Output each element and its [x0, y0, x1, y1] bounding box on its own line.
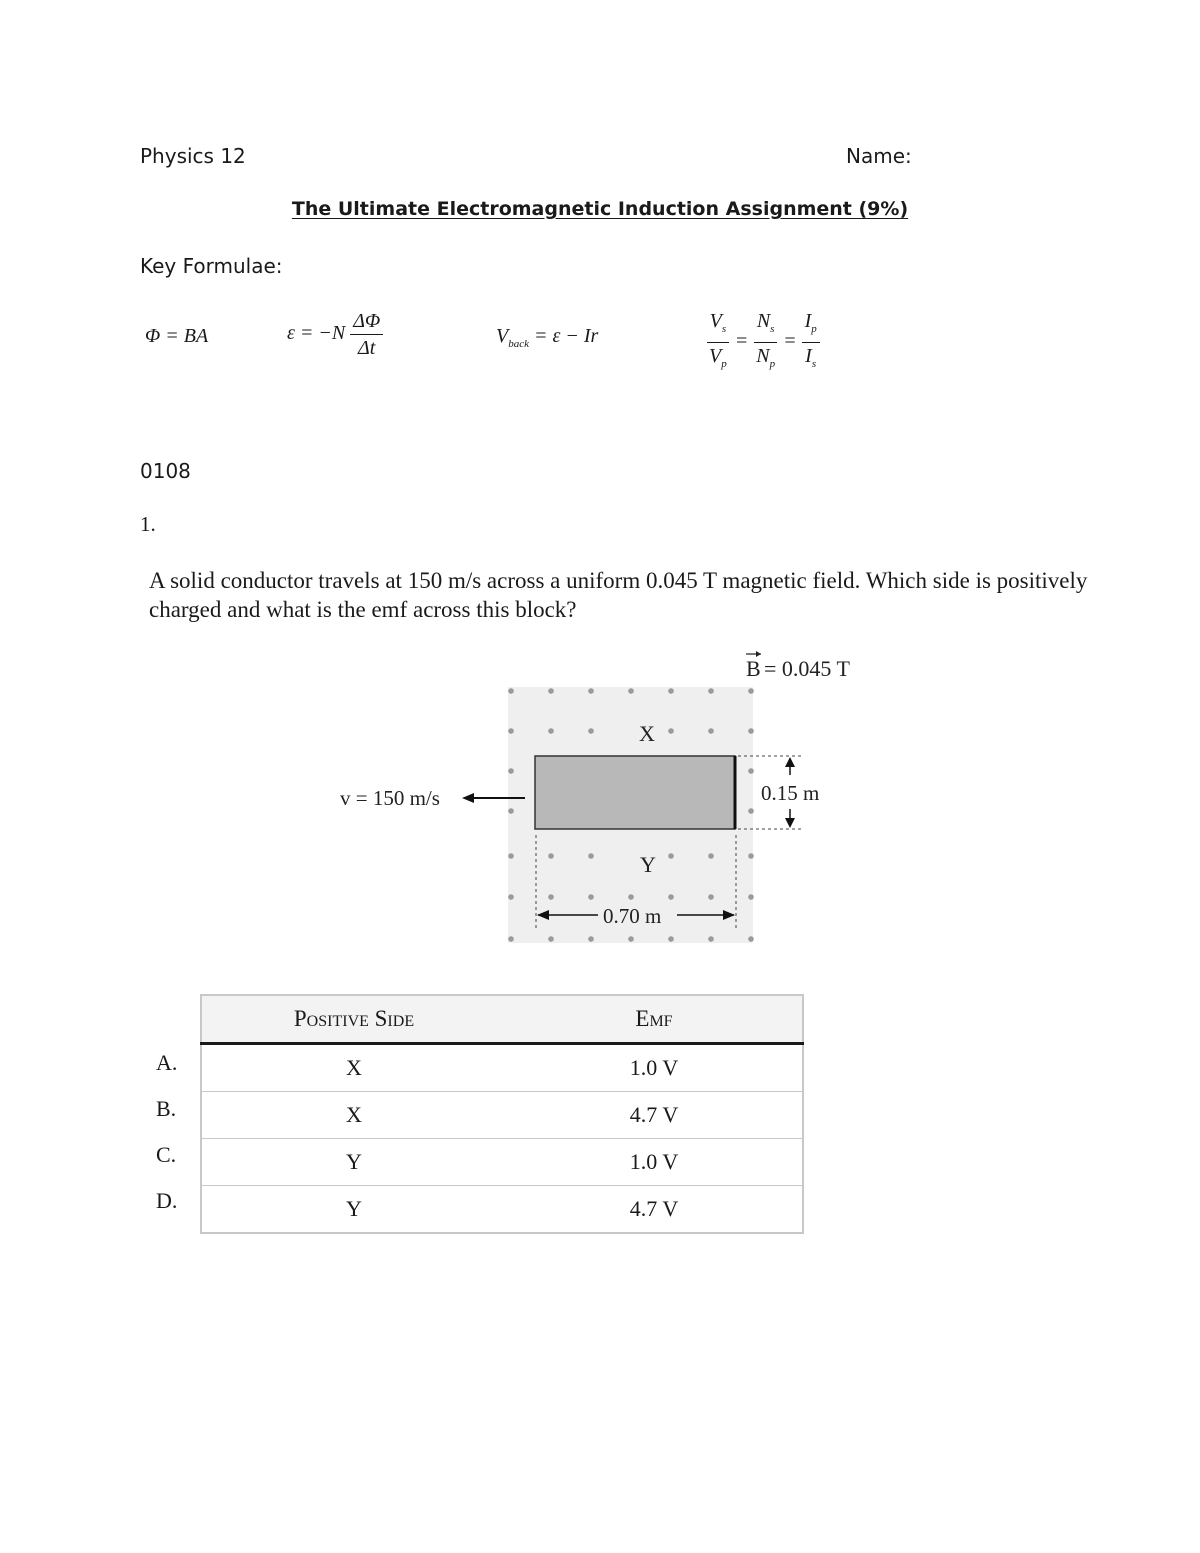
table-row — [201, 1044, 803, 1092]
table-header-row — [201, 995, 803, 1044]
field-dot — [748, 808, 754, 814]
question-text: A solid conductor travels at 150 m/s across a uniform 0.045 T magnetic field. Which side is positively charged and what is the emf across this block? — [149, 568, 1088, 622]
field-dot — [628, 936, 634, 942]
width-label: 0.70 m — [603, 904, 662, 928]
field-dot — [508, 688, 514, 694]
field-dot — [508, 853, 514, 859]
field-dot — [668, 853, 674, 859]
row-b-emf: 4.7 V — [506, 1092, 803, 1139]
field-dot — [668, 688, 674, 694]
conductor-block — [535, 756, 735, 829]
field-dot — [748, 936, 754, 942]
field-dot — [508, 894, 514, 900]
field-dot — [548, 688, 554, 694]
row-c-emf: 1.0 V — [506, 1139, 803, 1186]
field-dot — [588, 853, 594, 859]
field-dot — [748, 894, 754, 900]
side-y-label: Y — [640, 852, 656, 877]
field-dot — [708, 853, 714, 859]
field-dot — [628, 894, 634, 900]
row-a-side: X — [201, 1044, 506, 1092]
velocity-arrow-head — [462, 793, 474, 803]
height-arrowhead-up — [785, 757, 795, 767]
option-letter-b: B. — [156, 1096, 177, 1121]
formula-transformer: $\frac{V_s}{V_p}$ = $\frac{N_s}{N_p}$ = $\frac{I_p}{I_s}$ — [706, 310, 820, 375]
header-positive-side: Positive Side — [201, 995, 506, 1044]
field-dot — [748, 768, 754, 774]
field-dot — [508, 808, 514, 814]
field-dot — [508, 768, 514, 774]
field-dot — [748, 853, 754, 859]
field-dot — [588, 728, 594, 734]
field-dot — [668, 936, 674, 942]
field-dot — [748, 688, 754, 694]
course-name: Physics 12 — [140, 144, 246, 168]
option-letter-d: D. — [156, 1188, 178, 1213]
field-dot — [628, 688, 634, 694]
height-arrowhead-down — [785, 818, 795, 828]
field-dot — [588, 894, 594, 900]
height-label: 0.15 m — [761, 781, 820, 805]
field-dot — [548, 728, 554, 734]
name-label: Name: — [846, 144, 912, 168]
field-dot — [508, 728, 514, 734]
field-dot — [548, 894, 554, 900]
field-dot — [708, 936, 714, 942]
question-code: 0108 — [140, 459, 191, 483]
field-dot — [548, 853, 554, 859]
field-dot — [668, 728, 674, 734]
field-dot — [588, 688, 594, 694]
formula-flux: Φ = BA — [145, 325, 209, 347]
table-row — [201, 1186, 803, 1234]
field-dot — [508, 936, 514, 942]
header-emf: Emf — [506, 995, 803, 1044]
side-x-label: X — [639, 721, 655, 746]
option-letter-a: A. — [156, 1050, 178, 1075]
field-dot — [708, 688, 714, 694]
answer-options-table — [200, 994, 804, 1234]
option-letter-c: C. — [156, 1142, 177, 1167]
field-dot — [548, 936, 554, 942]
table-row — [201, 1139, 803, 1186]
row-b-side: X — [201, 1092, 506, 1139]
row-a-emf: 1.0 V — [506, 1044, 803, 1092]
field-dot — [588, 936, 594, 942]
assignment-title: The Ultimate Electromagnetic Induction Assignment (9%) — [291, 198, 909, 220]
field-dot — [708, 894, 714, 900]
row-d-side: Y — [201, 1186, 506, 1234]
table-row — [201, 1092, 803, 1139]
magnetic-field-diagram — [320, 645, 890, 955]
key-formulae-label: Key Formulae: — [140, 254, 283, 278]
field-label-symbol: B — [746, 656, 761, 681]
formula-faraday: ε = −N $\frac{\Delta\Phi}{\Delta t}$ — [287, 310, 383, 359]
question-number: 1. — [140, 512, 156, 536]
row-c-side: Y — [201, 1139, 506, 1186]
formula-back-voltage: $V_{back} = \varepsilon - Ir$ — [496, 325, 599, 350]
row-d-emf: 4.7 V — [506, 1186, 803, 1234]
field-dot — [748, 728, 754, 734]
velocity-label: v = 150 m/s — [340, 786, 440, 810]
field-dot — [708, 728, 714, 734]
field-dot — [668, 894, 674, 900]
field-label-value: = 0.045 T — [764, 656, 850, 681]
